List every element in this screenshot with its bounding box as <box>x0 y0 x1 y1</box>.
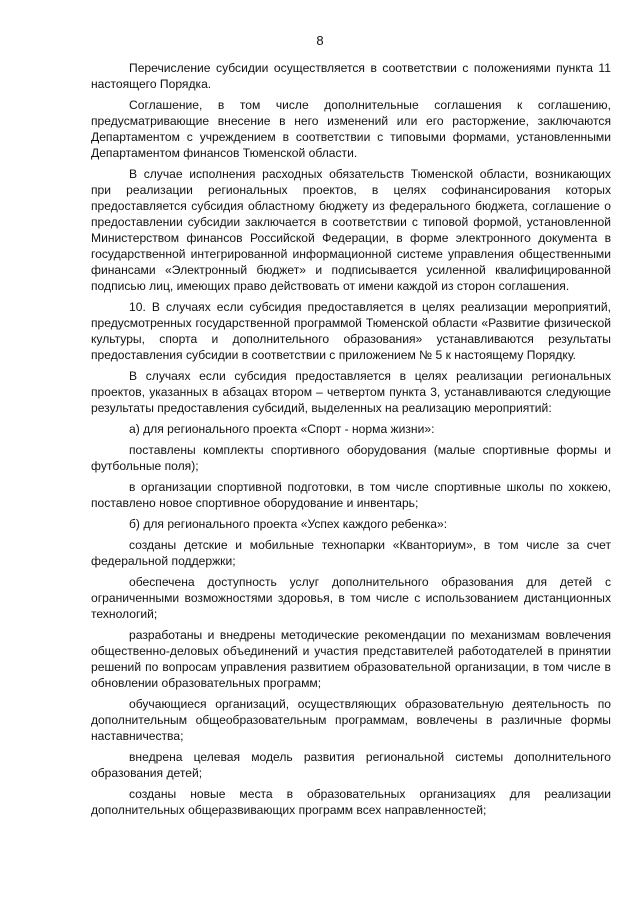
paragraph-transfer-of-subsidy: Перечисление субсидии осуществляется в соответствии с положениями пункта 11 настоящего Порядка. <box>91 61 611 91</box>
paragraph-regional-projects-agreement: В случае исполнения расходных обязательств Тюменской области, возникающих при реализации региональных проектов, в целях софинансирования которых предоставляется субсидия областному бюджету из федерального бюджета, соглашение о предоставлении субсидии заключается в соответствии с типовой формой, установленной Министерством финансов Российской Федерации, в форме электронного документа в государственной интегрированной информационной системе управления общественными финансами «Электронный бюджет» и подписывается усиленной квалифицированной подписью лиц, имеющих право действовать от имени каждой из сторон соглашения. <box>91 167 611 293</box>
paragraph-item-10: 10. В случаях если субсидия предоставляется в целях реализации мероприятий, предусмотренных государственной программой Тюменской области «Развитие физической культуры, спорта и дополнительного образования» устанавливаются результаты предоставления субсидии в соответствии с приложением № 5 к настоящему Порядку. <box>91 300 611 362</box>
paragraph-hockey-schools: в организации спортивной подготовки, в том числе спортивные школы по хоккею, поставлено новое спортивное оборудование и инвентарь; <box>91 480 611 510</box>
paragraph-technoparks: созданы детские и мобильные технопарки «Кванториум», в том числе за счет федеральной поддержки; <box>91 538 611 568</box>
paragraph-sport-equipment: поставлены комплекты спортивного оборудования (малые спортивные формы и футбольные поля); <box>91 443 611 473</box>
page-number: 8 <box>316 33 324 48</box>
paragraph-mentoring: обучающиеся организаций, осуществляющих образовательную деятельность по дополнительным общеобразовательным программам, вовлечены в различные формы наставничества; <box>91 697 611 743</box>
paragraph-accessibility: обеспечена доступность услуг дополнительного образования для детей с ограниченными возможностями здоровья, в том числе с использованием дистанционных технологий; <box>91 575 611 621</box>
paragraph-new-places: созданы новые места в образовательных организациях для реализации дополнительных общеразвивающих программ всех направленностей; <box>91 787 611 817</box>
paragraph-project-a-heading: а) для регионального проекта «Спорт - норма жизни»: <box>129 422 435 436</box>
paragraph-results-intro: В случаях если субсидия предоставляется в целях реализации региональных проектов, указанных в абзацах втором – четвертом пункта 3, устанавливаются следующие результаты предоставления субсидий, выделенных на реализацию мероприятий: <box>91 369 611 415</box>
paragraph-methodical-recommendations: разработаны и внедрены методические рекомендации по механизмам вовлечения общественно-деловых объединений и участия представителей работодателей в принятии решений по вопросам управления развитием образовательной организации, в том числе в обновлении образовательных программ; <box>91 628 611 690</box>
document-body <box>91 60 611 823</box>
paragraph-project-b-heading: б) для регионального проекта «Успех каждого ребенка»: <box>129 517 448 531</box>
paragraph-agreement: Соглашение, в том числе дополнительные соглашения к соглашению, предусматривающие внесение в него изменений или его расторжение, заключаются Департаментом с учреждением в соответствии с типовыми формами, установленными Департаментом финансов Тюменской области. <box>91 98 611 160</box>
paragraph-target-model: внедрена целевая модель развития региональной системы дополнительного образования детей; <box>91 750 611 780</box>
